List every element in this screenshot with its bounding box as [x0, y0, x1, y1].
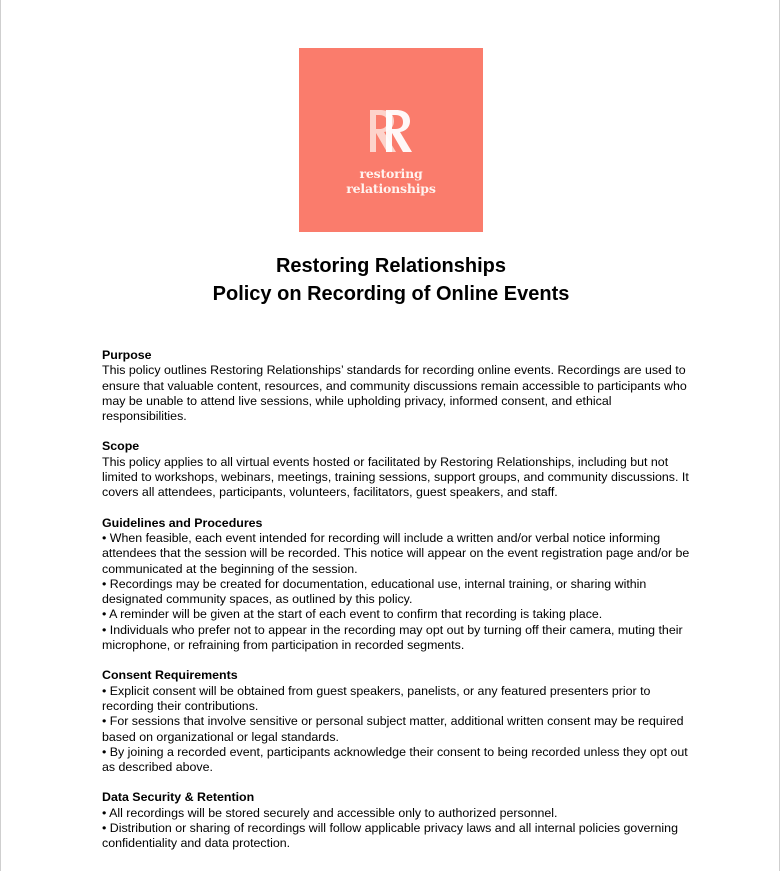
policy-content	[102, 348, 692, 867]
section-heading: Scope	[102, 439, 140, 454]
bullet-item: • Individuals who prefer not to appear in the recording may opt out by turning off their camera, muting their microphone, or refraining from participation in recorded segments.	[102, 622, 683, 653]
logo-line-1: restoring	[359, 166, 423, 181]
bullet-item: • Distribution or sharing of recordings will follow applicable privacy laws and all internal policies governing confidentiality and data protection.	[102, 821, 678, 851]
title-line-1: Restoring Relationships	[275, 255, 507, 277]
section-body: This policy outlines Restoring Relationships’ standards for recording online events. Recordings are used to ensure that valuable content, resources, and community discussions remain accessible to participants who may be unable to attend live sessions, while upholding privacy, informed consent, and ethical responsibilities.	[102, 363, 687, 424]
bullet-item: • Recordings may be created for documentation, educational use, internal training, or sharing within designated community spaces, as outlined by this policy.	[102, 576, 647, 607]
bullet-item: • A reminder will be given at the start of each event to confirm that recording is taking place.	[102, 607, 603, 622]
title-line-2: Policy on Recording of Online Events	[212, 283, 570, 305]
bullet-item: • Explicit consent will be obtained from guest speakers, panelists, or any featured presenters prior to recording their contributions.	[102, 683, 651, 713]
section-security	[102, 790, 692, 851]
section-guidelines	[102, 516, 692, 654]
bullet-item: • All recordings will be stored securely and accessible only to authorized personnel.	[102, 805, 558, 820]
section-scope	[102, 439, 692, 500]
rr-logo-icon	[299, 106, 483, 156]
section-consent	[102, 668, 692, 775]
section-purpose	[102, 348, 692, 424]
section-heading: Purpose	[102, 348, 152, 362]
section-heading: Consent Requirements	[102, 668, 238, 683]
section-heading: Guidelines and Procedures	[102, 515, 263, 530]
bullet-item: • When feasible, each event intended for recording will include a written and/or verbal notice informing attendees that the session will be recorded. This notice will appear on the event registration page and/or be communicated at the beginning of the session.	[102, 530, 690, 576]
logo-line-2: relationships	[346, 181, 436, 196]
logo	[299, 48, 483, 232]
section-body: This policy applies to all virtual events hosted or facilitated by Restoring Relationships, including but not limited to workshops, webinars, meetings, training sessions, support groups, and community discussions. It covers all attendees, participants, volunteers, facilitators, guest speakers, and staff.	[102, 454, 689, 500]
bullet-item: • By joining a recorded event, participants acknowledge their consent to being recorded unless they opt out as described above.	[102, 744, 688, 775]
bullet-item: • For sessions that involve sensitive or personal subject matter, additional written consent may be required based on organizational or legal standards.	[102, 714, 684, 744]
section-heading: Data Security & Retention	[102, 790, 255, 805]
page-title	[1, 252, 780, 308]
logo-wordmark	[299, 166, 483, 196]
